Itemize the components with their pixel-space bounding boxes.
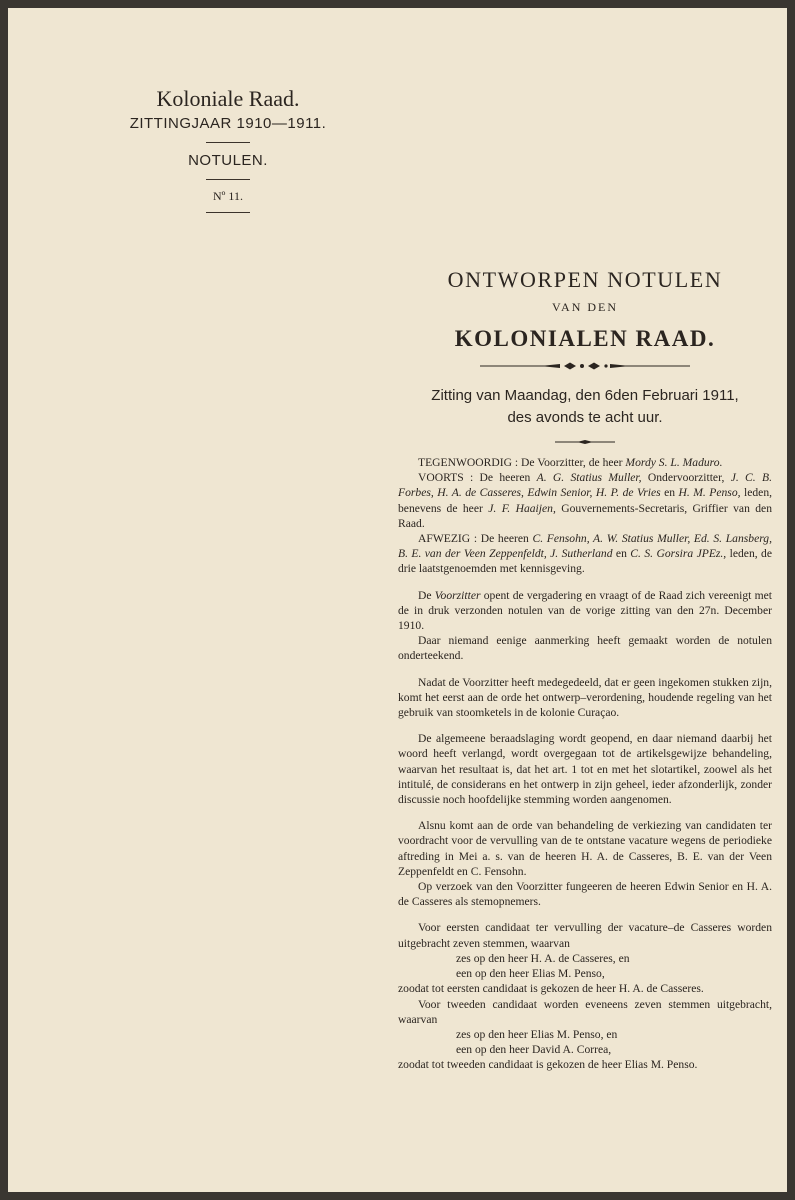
page-title: ONTWORPEN NOTULEN	[447, 267, 723, 292]
paragraph: Voor tweeden candidaat worden eveneens zeven stemmen uitgebracht, waarvan	[398, 997, 772, 1026]
session-year: ZITTINGJAAR 1910—1911.	[129, 115, 327, 132]
document-number: Nº 11.	[213, 189, 243, 203]
attendance-absent: AFWEZIG : De heeren C. Fensohn, A. W. Statius Muller, Ed. S. Lansberg, B. E. van der Veen Zeppenfeldt, J. Sutherland en C. S. Gorsira JPEz., leden, de drie laatstgenoemden met kennisgeving.	[398, 532, 772, 576]
paragraph: Alsnu komt aan de orde van behandeling de verkiezing van candidaten ter voordracht voor de vervulling van de te ontstane vacature wegens de periodieke aftreding in Mei a. s. van de heeren H. A. de Casseres, B. E. van der Veen Zeppenfeldt en C. Fensohn.	[398, 819, 772, 878]
subtitle-van-den: VAN DEN	[551, 300, 619, 314]
document-page	[8, 8, 787, 1192]
council-title: Koloniale Raad.	[156, 86, 300, 111]
minutes-body	[398, 455, 772, 1073]
paragraph: Voor eersten candidaat ter vervulling der vacature–de Casseres worden uitgebracht zeven stemmen, waarvan	[398, 921, 772, 950]
paragraph: zoodat tot eersten candidaat is gekozen de heer H. A. de Casseres.	[398, 982, 704, 996]
divider	[206, 212, 250, 213]
document-masthead	[108, 86, 348, 213]
vote-line: een op den heer Elias M. Penso,	[456, 967, 605, 981]
council-name-heading: KOLONIALEN RAAD.	[454, 326, 716, 351]
small-divider	[398, 433, 772, 441]
ornament-divider	[398, 359, 772, 371]
paragraph: De Voorzitter opent de vergadering en vraagt of de Raad zich vereenigt met de in druk verzonden notulen van de vorige zitting van den 27n. December 1910.	[398, 588, 772, 633]
divider	[206, 179, 250, 180]
sitting-line-2: des avonds te acht uur.	[507, 409, 663, 426]
vote-line: zes op den heer Elias M. Penso, en	[456, 1027, 618, 1041]
small-ornament-icon	[555, 438, 615, 446]
ornament-rule-icon	[480, 360, 690, 372]
sitting-line-1: Zitting van Maandag, den 6den Februari 1911,	[431, 387, 739, 404]
paragraph: Daar niemand eenige aanmerking heeft gemaakt worden de notulen onderteekend.	[398, 634, 772, 663]
main-content	[398, 266, 772, 1073]
attendance-also: VOORTS : De heeren A. G. Statius Muller, Ondervoorzitter, J. C. B. Forbes, H. A. de Casseres, Edwin Senior, H. P. de Vries en H. M. Penso, leden, benevens de heer J. F. Haaijen, Gouvernements-Secretaris, Griffier van den Raad.	[398, 471, 773, 530]
paragraph: Op verzoek van den Voorzitter fungeeren de heeren Edwin Senior en H. A. de Casseres als stemopnemers.	[398, 880, 772, 909]
paragraph: De algemeene beraadslaging wordt geopend, en daar niemand daarbij het woord heeft verlangd, wordt overgegaan tot de artikelsgewijze behandeling, waarvan het resultaat is, dat het art. 1 tot en met het slotartikel, zoowel als het intitulé, de considerans en het ontwerp in zijn geheel, ieder afzonderlijk, zonder discussie noch hoofdelijke stemming worden aangenomen.	[398, 732, 772, 807]
vote-line: een op den heer David A. Correa,	[456, 1043, 612, 1057]
paragraph: Nadat de Voorzitter heeft medegedeeld, dat er geen ingekomen stukken zijn, komt het eerst aan de orde het ontwerp–verordening, houdende regeling van het gebruik van stoomketels in de kolonie Curaçao.	[398, 675, 772, 720]
vote-line: zes op den heer H. A. de Casseres, en	[456, 951, 630, 965]
paragraph: zoodat tot tweeden candidaat is gekozen de heer Elias M. Penso.	[398, 1058, 698, 1072]
divider	[206, 142, 250, 143]
notulen-label: NOTULEN.	[188, 152, 268, 169]
attendance-present: TEGENWOORDIG : De Voorzitter, de heer Mordy S. L. Maduro.	[418, 456, 723, 469]
